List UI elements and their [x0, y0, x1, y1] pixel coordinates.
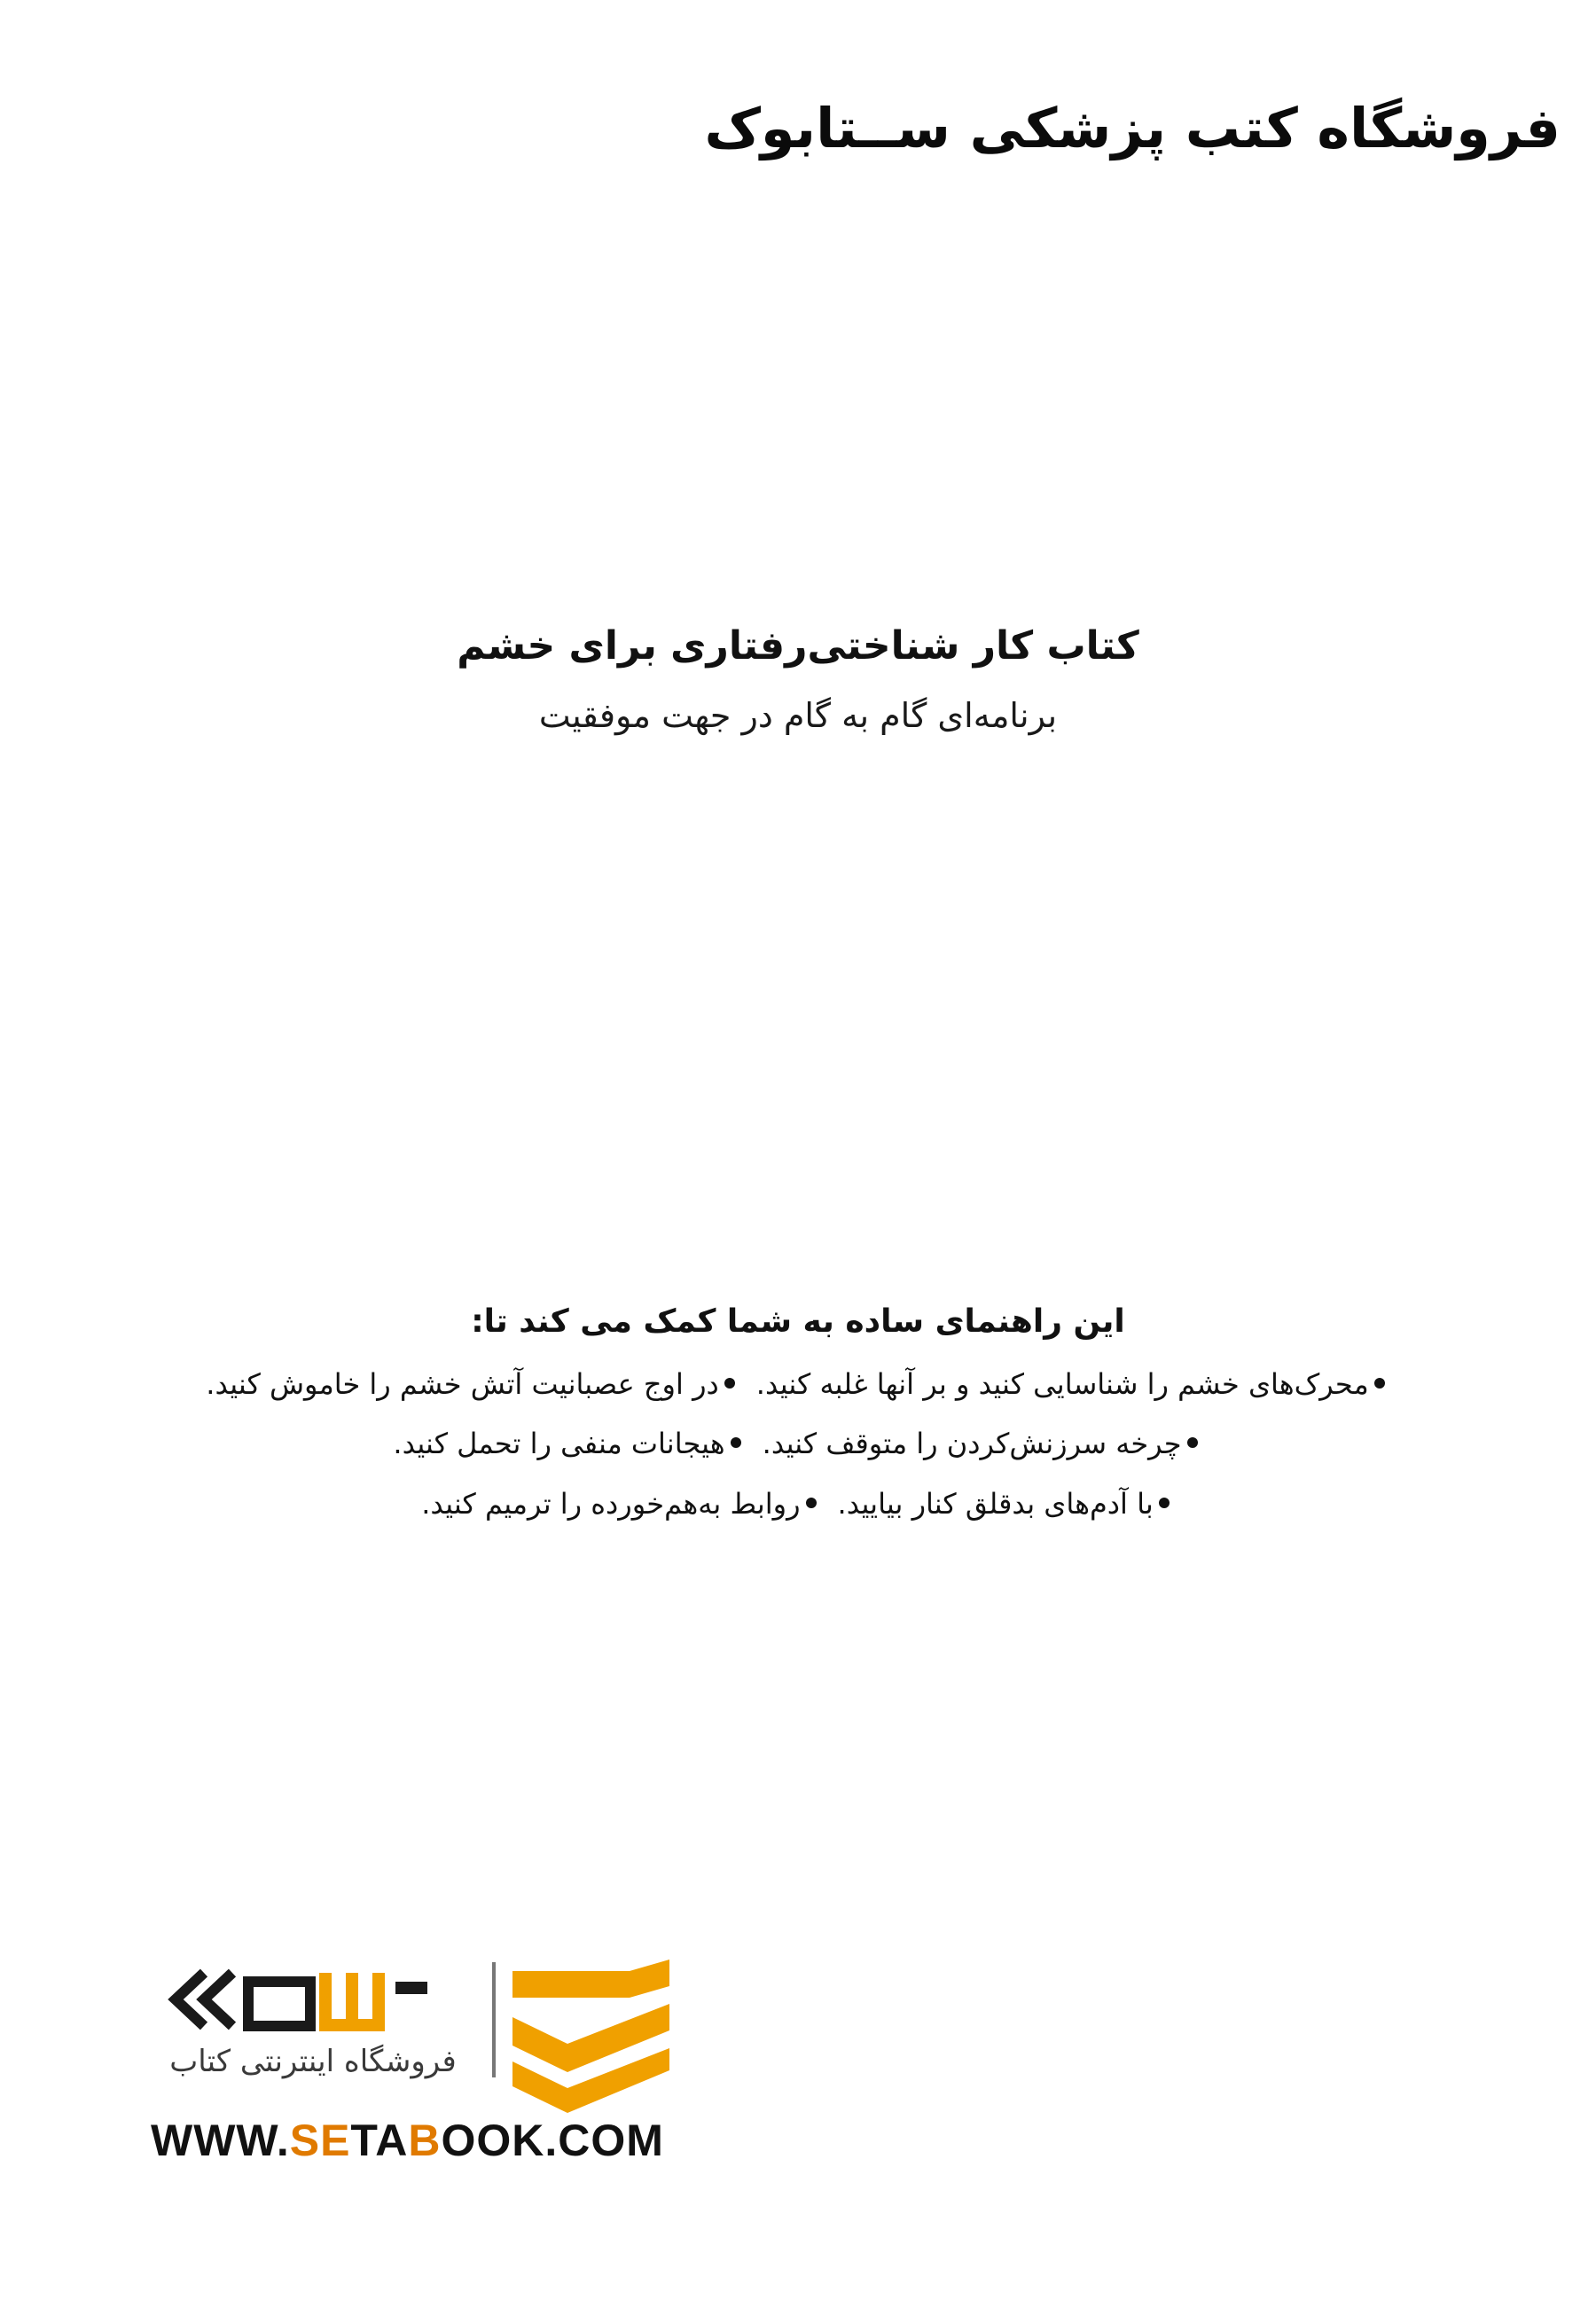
guide-item: در اوج عصبانیت آتش خشم را خاموش کنید.: [206, 1366, 719, 1401]
book-pages-icon: [512, 1960, 669, 2113]
bullet-icon: [1159, 1498, 1170, 1508]
guide-item: محرک‌های خشم را شناسایی کنید و بر آنها غلبه کنید.: [755, 1366, 1369, 1401]
guide-line-1: [0, 1366, 1596, 1404]
logo-url: WWW.SETABOOK.COM: [151, 2116, 664, 2165]
book-info: [0, 621, 1596, 739]
chevron-left-icon: [176, 1973, 232, 2026]
guide-item: با آدم‌های بدقلق کنار بیایید.: [837, 1486, 1154, 1521]
logo-divider: [492, 1962, 496, 2077]
book-title: کتاب کار شناختی‌رفتاری برای خشم: [457, 623, 1139, 669]
book-subtitle: برنامه‌ای گام به گام در جهت موفقیت: [538, 696, 1058, 736]
setabook-logo: [151, 1955, 683, 2186]
guide-item: هیجانات منفی را تحمل کنید.: [393, 1427, 725, 1461]
guide-item: روابط به‌هم‌خورده را ترمیم کنید.: [421, 1486, 801, 1521]
store-title: فروشگاه کتب پزشکی ســتابوک: [704, 96, 1561, 160]
guide-section: [0, 1302, 1596, 1546]
guide-item: چرخه سرزنش‌کردن را متوقف کنید.: [762, 1427, 1182, 1461]
setabook-logo-mark: [151, 1955, 683, 2115]
bullet-icon: [724, 1378, 735, 1389]
guide-line-2: [0, 1426, 1596, 1463]
guide-line-3: [0, 1486, 1596, 1523]
bullet-icon: [1374, 1378, 1385, 1389]
logo-tagline: فروشگاه اینترنتی کتاب: [169, 2044, 457, 2079]
guide-heading: این راهنمای ساده به شما کمک می کند تا:: [471, 1303, 1125, 1340]
bullet-icon: [806, 1498, 817, 1508]
brand-wordmark-icon: [248, 1973, 427, 2031]
bullet-icon: [731, 1437, 741, 1448]
bullet-icon: [1187, 1437, 1198, 1448]
